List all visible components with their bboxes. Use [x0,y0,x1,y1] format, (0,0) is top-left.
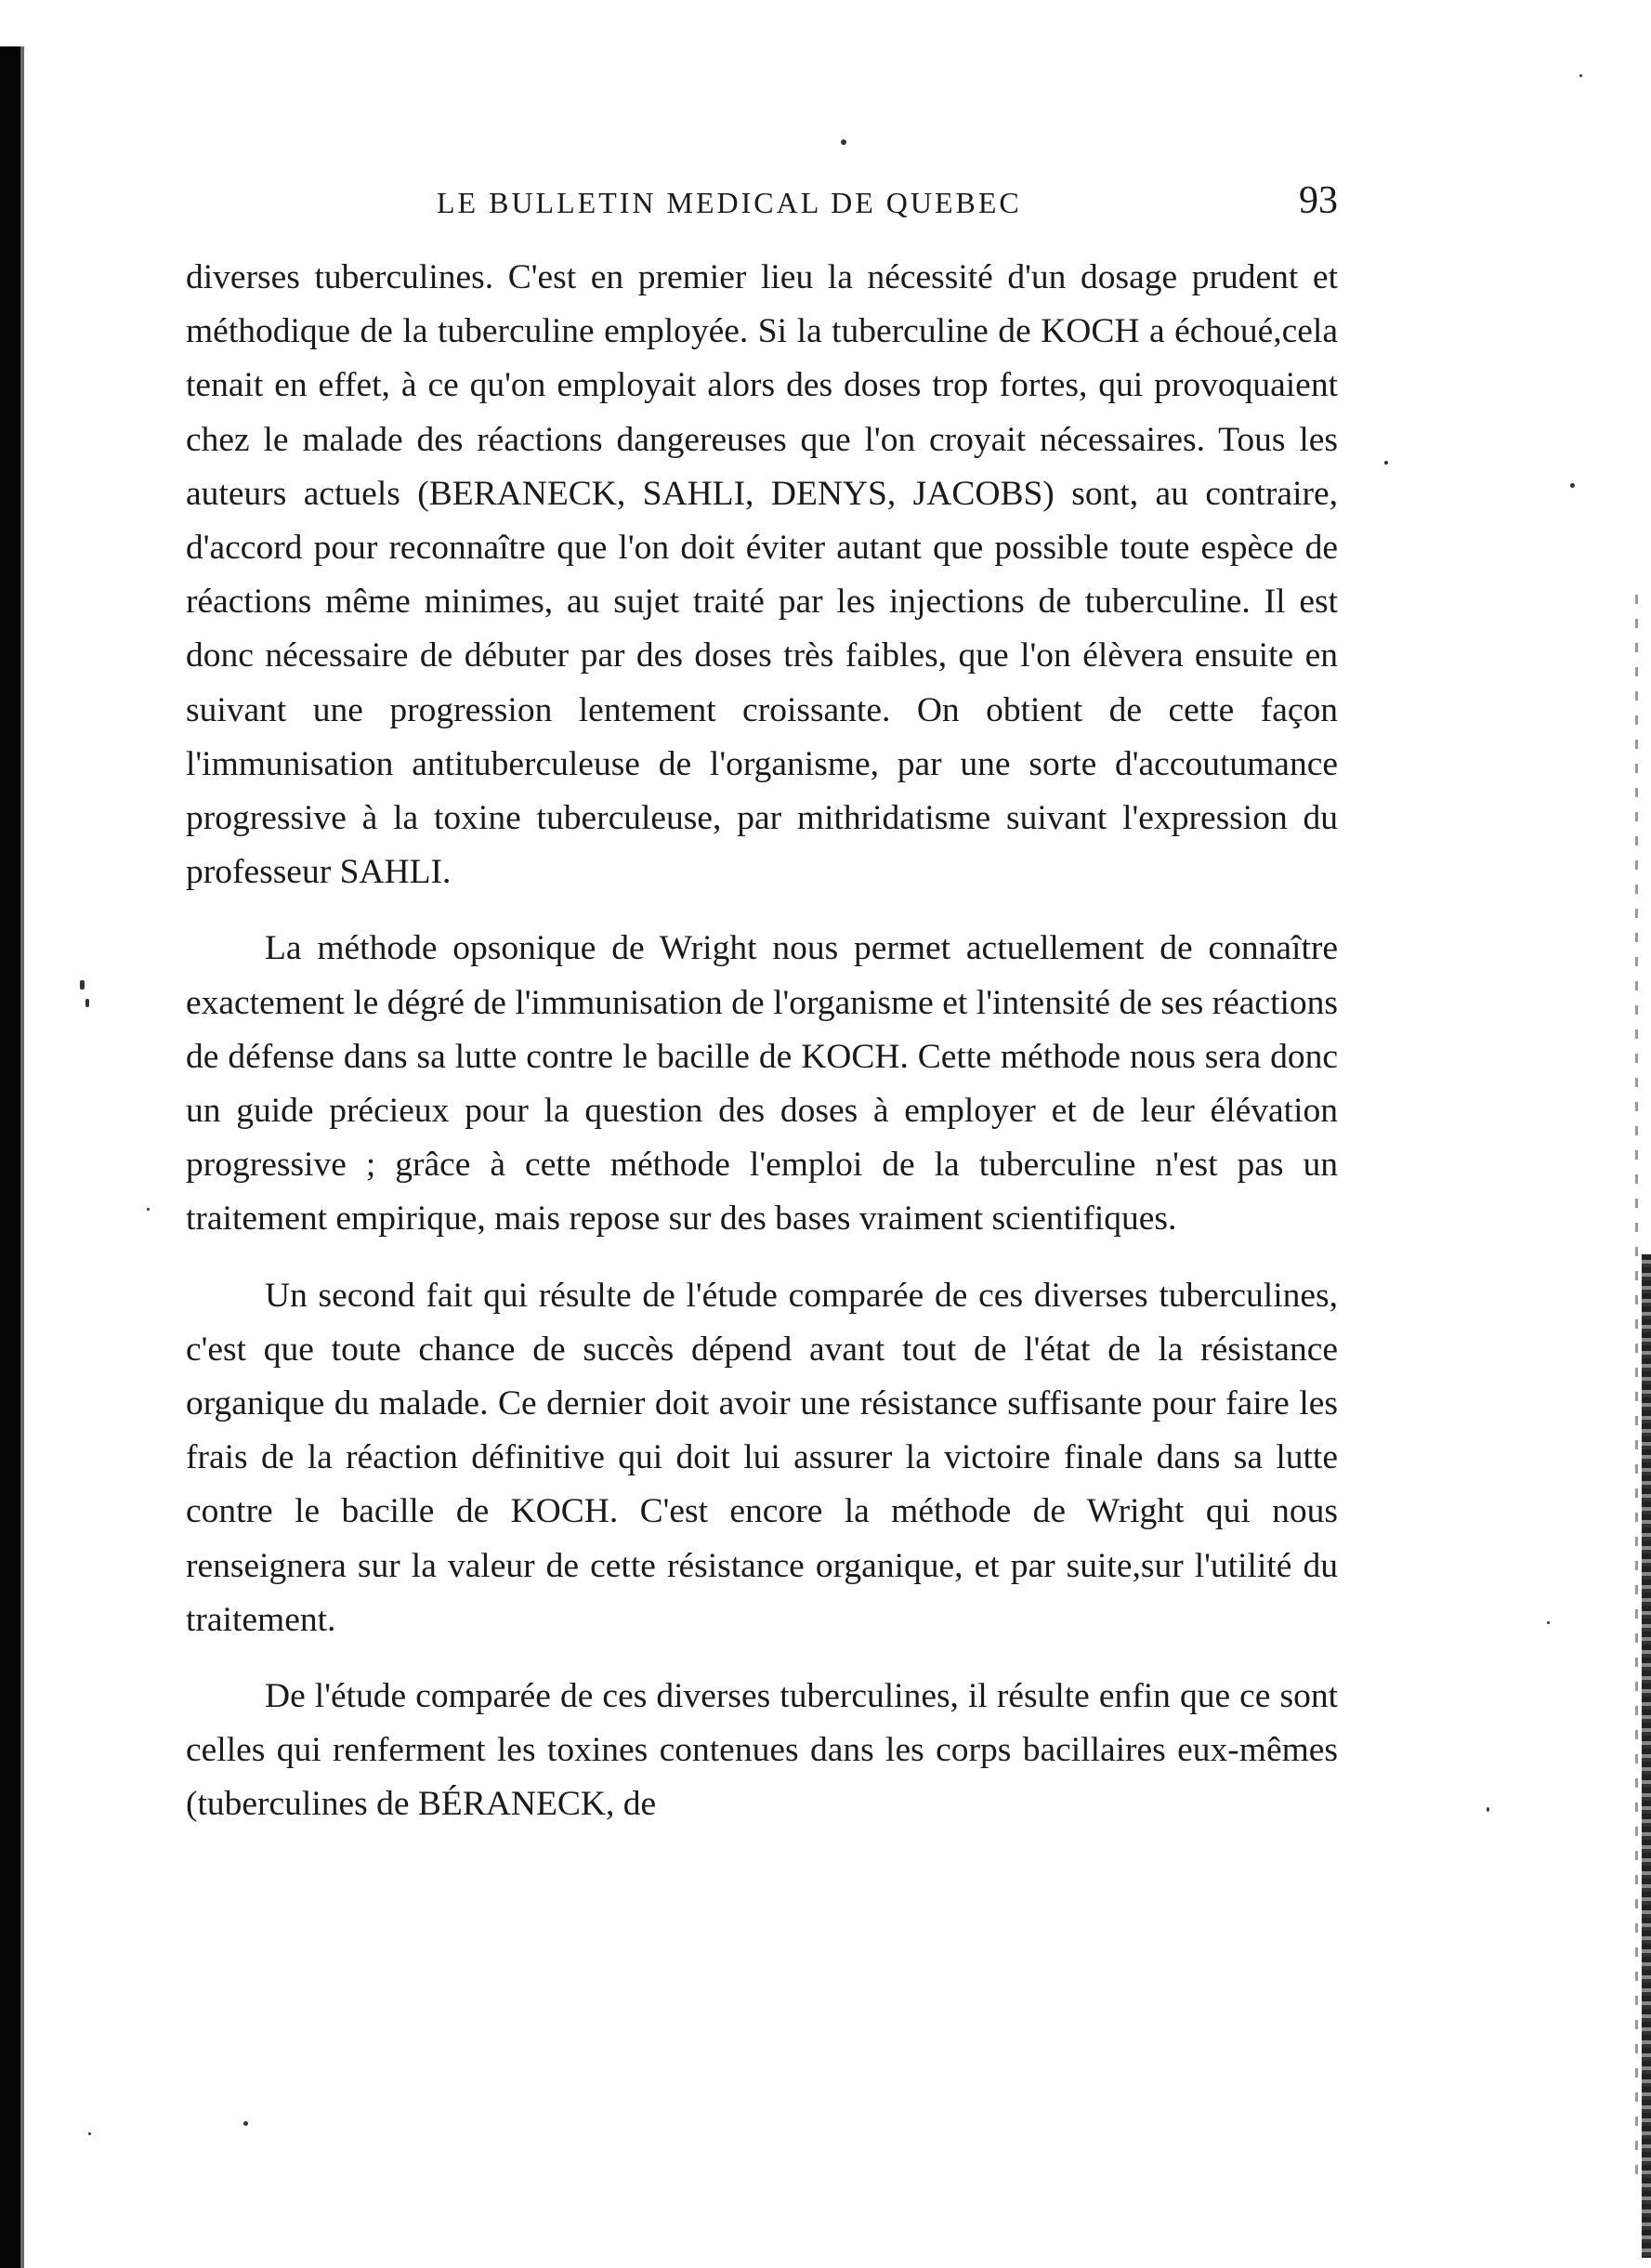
running-head [186,167,1338,251]
page-number: 93 [1299,179,1338,222]
paragraph-toxins: De l'étude comparée de ces diverses tuberculines, il résulte enfin que ce sont celles qui renferment les toxines contenues dans les corps bacillaires eux-mêmes (tuberculines de BÉRANECK, de [186,1677,1338,1824]
scan-speck [147,1208,150,1211]
scan-speck [1579,74,1582,77]
paragraph-resistance: Un second fait qui résulte de l'étude comparée de ces diverses tuberculines, c'est que toute chance de succès dépend avant tout de l'état de la résistance organique du malade. Ce dernier doit avoir une résistance suffisante pour faire les frais de la réaction définitive qui doit lui assurer la victoire finale dans sa lutte contre le bacille de KOCH. C'est encore la méthode de Wright qui nous renseignera sur la valeur de cette résistance organique, et par suite,sur l'utilité du traitement. [186,1276,1338,1639]
scan-speck [1487,1807,1489,1812]
scan-right-edge-noise [1635,595,1638,2174]
paragraph-wright-method: La méthode opsonique de Wright nous permet actuellement de connaître exactement le dégré de l'immunisation de l'organisme et l'intensité de ses réactions de défense dans sa lutte contre le bacille de KOCH. Cette méthode nous sera donc un guide précieux pour la question des doses à employer et de leur élévation progressive ; grâce à cette méthode l'emploi de la tuberculine n'est pas un traitement empirique, mais repose sur des bases vraiment scientifiques. [186,929,1338,1239]
scan-right-edge [1642,1254,1651,2258]
scan-speck [80,980,85,990]
scan-left-edge-shadow [20,46,24,2268]
scan-speck [1570,483,1575,488]
scan-speck [1384,461,1388,465]
document-page [186,167,1338,1832]
scan-speck [1547,1621,1550,1624]
paragraph-dosage: diverses tuberculines. C'est en premier lieu la nécessité d'un dosage prudent et méthodique de la tuberculine employée. Si la tuberculine de KOCH a échoué,cela tenait en effet, à ce qu'on employait alors des doses trop fortes, qui provoquaient chez le malade des réactions dangereuses que l'on croyait nécessaires. Tous les auteurs actuels (BERANECK, SAHLI, DENYS, JACOBS) sont, au contraire, d'accord pour reconnaître que l'on doit éviter autant que possible toute espèce de réactions même minimes, au sujet traité par les injections de tuberculine. Il est donc nécessaire de débuter par des doses très faibles, que l'on élèvera ensuite en suivant une progression lentement croissante. On obtient de cette façon l'immunisation antituberculeuse de l'organisme, par une sorte d'accoutumance progressive à la toxine tuberculeuse, par mithridatisme suivant l'expression du professeur SAHLI. [186,258,1338,892]
scan-speck [841,139,846,145]
scan-left-edge [0,46,20,2268]
running-title: LE BULLETIN MEDICAL DE QUEBEC [437,186,1022,219]
scan-speck [243,2121,248,2126]
scan-speck [85,999,89,1007]
scan-speck [88,2132,91,2135]
